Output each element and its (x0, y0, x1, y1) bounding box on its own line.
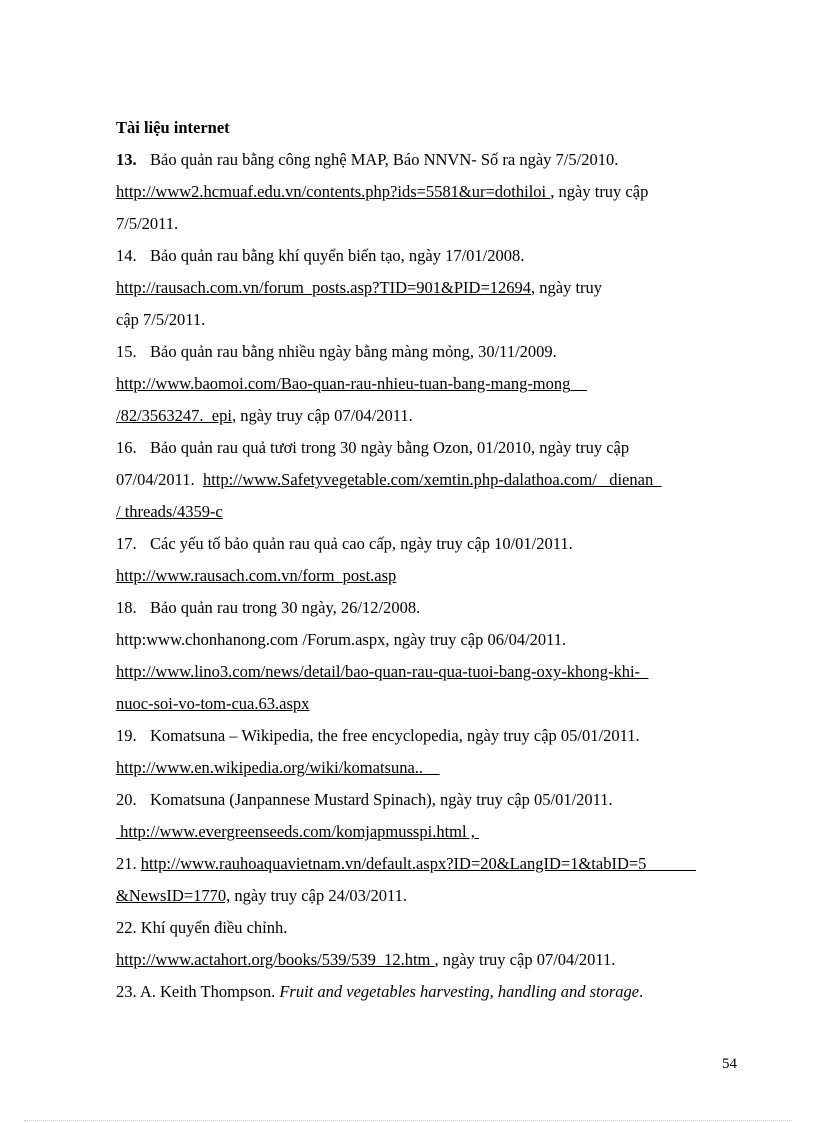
reference-number: 18. (116, 598, 137, 617)
access-date: 07/04/2011. (116, 470, 203, 489)
reference-link-line (116, 688, 788, 720)
reference-number: 17. (116, 534, 137, 553)
reference-number: 13. (116, 150, 137, 169)
reference-link[interactable]: http://www.rausach.com.vn/form_post.asp (116, 566, 397, 585)
reference-title: Komatsuna – Wikipedia, the free encyclopedia, ngày truy cập 05/01/2011. (150, 726, 640, 745)
reference-link-line (116, 944, 788, 976)
reference-item-19 (116, 720, 788, 752)
reference-link-continued[interactable]: /82/3563247._epi (116, 406, 232, 425)
reference-item-16 (116, 432, 788, 464)
reference-link-continued[interactable]: / threads/4359-c (116, 502, 223, 521)
reference-number: 21. (116, 854, 137, 873)
reference-number: 22. (116, 918, 137, 937)
reference-link-line (116, 816, 788, 848)
reference-number: 23. (116, 982, 137, 1001)
reference-book-title: Fruit and vegetables harvesting, handling and storage (279, 982, 640, 1001)
reference-link[interactable]: http://www.baomoi.com/Bao-quan-rau-nhieu-tuan-bang-mang-mong__ (116, 374, 587, 393)
reference-link[interactable]: http://www.lino3.com/news/detail/bao-quan-rau-qua-tuoi-bang-oxy-khong-khi-_ (116, 662, 649, 681)
reference-author: A. Keith Thompson. (139, 982, 276, 1001)
section-heading: Tài liệu internet (116, 118, 230, 137)
access-date: , ngày truy cập 07/04/2011. (434, 950, 616, 969)
access-date-line: cập 7/5/2011. (116, 310, 206, 329)
reference-link[interactable]: http://www2.hcmuaf.edu.vn/contents.php?ids=5581&ur=dothiloi (116, 182, 551, 201)
reference-link-line (116, 752, 788, 784)
reference-link[interactable]: http://www.actahort.org/books/539/539_12.htm (116, 950, 435, 969)
reference-title: Bảo quản rau quả tươi trong 30 ngày bằng Ozon, 01/2010, ngày truy cập (150, 438, 630, 457)
reference-link-line (116, 400, 788, 432)
reference-link-line (116, 560, 788, 592)
reference-item-15 (116, 336, 788, 368)
access-date: , ngày truy cập 07/04/2011. (231, 406, 413, 425)
reference-end-period: . (639, 982, 644, 1001)
reference-item-18 (116, 592, 788, 624)
reference-link-line (116, 272, 788, 304)
reference-number: 19. (116, 726, 137, 745)
access-date-line: 7/5/2011. (116, 214, 179, 233)
reference-title: Khí quyển điều chỉnh. (140, 918, 288, 937)
reference-title: Bảo quản rau trong 30 ngày, 26/12/2008. (150, 598, 421, 617)
reference-title: Bảo quản rau bằng nhiều ngày bằng màng mỏng, 30/11/2009. (150, 342, 557, 361)
reference-title: Các yếu tố bảo quản rau quả cao cấp, ngày truy cập 10/01/2011. (150, 534, 573, 553)
reference-item-20 (116, 784, 788, 816)
reference-item-22 (116, 912, 788, 944)
reference-link-continued[interactable]: &NewsID=1770, (116, 886, 231, 905)
reference-number: 16. (116, 438, 137, 457)
reference-link-line (116, 496, 788, 528)
reference-title: Bảo quản rau bằng công nghệ MAP, Báo NNVN- Số ra ngày 7/5/2010. (150, 150, 619, 169)
reference-item-14 (116, 240, 788, 272)
access-date: ngày truy cập 24/03/2011. (230, 886, 407, 905)
reference-title: Bảo quản rau bằng khí quyển biến tạo, ngày 17/01/2008. (150, 246, 525, 265)
reference-item-23 (116, 976, 788, 1008)
reference-number: 14. (116, 246, 137, 265)
access-date: , ngày truy (531, 278, 603, 297)
reference-link-line (116, 464, 788, 496)
reference-number: 20. (116, 790, 137, 809)
reference-item-13 (116, 144, 788, 176)
reference-item-21 (116, 848, 788, 880)
reference-link-continued[interactable]: nuoc-soi-vo-tom-cua.63.aspx (116, 694, 310, 713)
reference-link-line (116, 176, 788, 208)
reference-link-line (116, 656, 788, 688)
reference-link-line (116, 880, 788, 912)
reference-link[interactable]: http://rausach.com.vn/forum_posts.asp?TID=901&PID=12694 (116, 278, 532, 297)
reference-number: 15. (116, 342, 137, 361)
access-date: , ngày truy cập (550, 182, 649, 201)
page-number: 54 (722, 1056, 737, 1072)
reference-link[interactable]: http://www.rauhoaquavietnam.vn/default.aspx?ID=20&LangID=1&tabID=5______ (140, 854, 696, 873)
reference-link[interactable]: http://www.Safetyvegetable.com/xemtin.php-dalathoa.com/_ dienan_ (202, 470, 662, 489)
reference-item-17 (116, 528, 788, 560)
reference-link[interactable]: http://www.evergreenseeds.com/komjapmusspi.html , (116, 822, 479, 841)
reference-link-line (116, 368, 788, 400)
page-bottom-divider (24, 1120, 792, 1121)
plain-url-line: http:www.chonhanong.com /Forum.aspx, ngày truy cập 06/04/2011. (116, 630, 567, 649)
reference-link[interactable]: http://www.en.wikipedia.org/wiki/komatsuna..__ (116, 758, 440, 777)
references-section (116, 112, 788, 1008)
reference-title: Komatsuna (Janpannese Mustard Spinach), ngày truy cập 05/01/2011. (150, 790, 613, 809)
